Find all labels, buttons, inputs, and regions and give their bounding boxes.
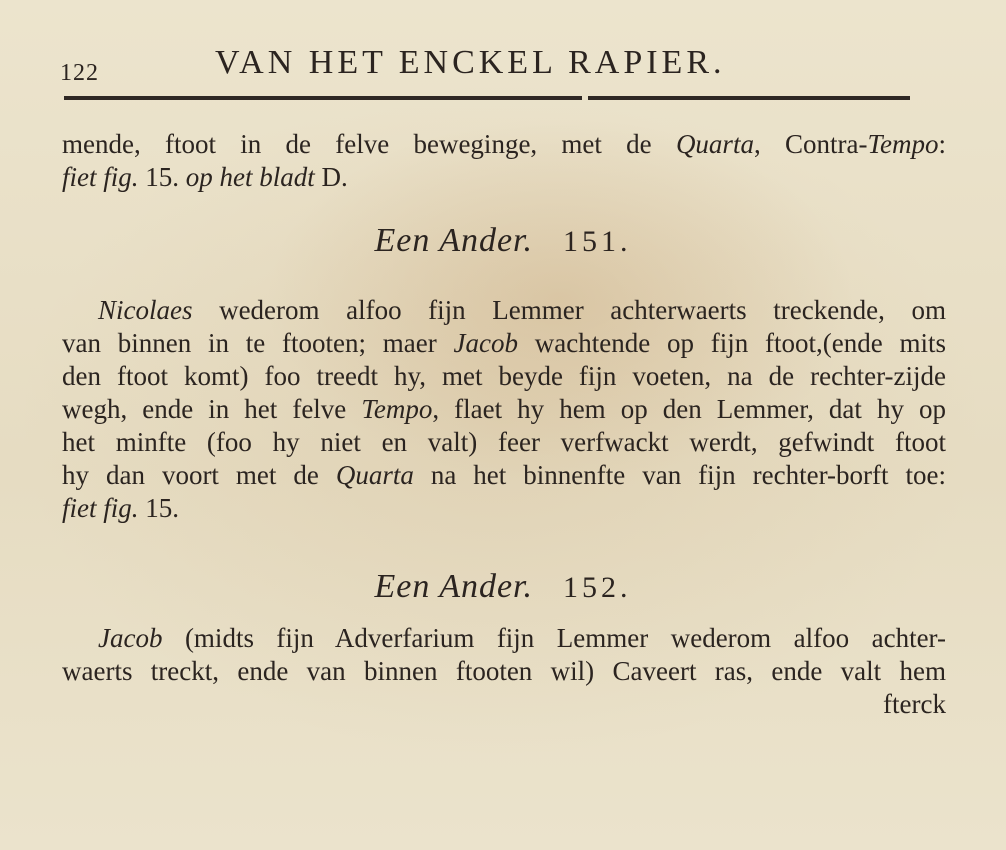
section-title: Een Ander. [374,222,534,259]
paragraph-continuation [62,128,946,194]
text-run: 15. [138,493,179,523]
header-rule-left [64,96,582,100]
italic-run: op het bladt [185,162,315,192]
text-run: van binnen in te ftooten; maer [62,328,454,358]
text-line [62,161,946,194]
text-run: , flaet hy hem op den Lemmer, dat hy op [432,394,946,424]
text-run: wegh, ende in het felve [62,394,362,424]
catchword-line [62,688,946,721]
catchword: fterck [883,689,946,719]
paragraph-151 [62,294,946,525]
paragraph-152 [62,622,946,688]
text-run: waerts treckt, ende van binnen ftooten wil) Caveert ras, ende valt hem [62,656,946,686]
text-run: 15. [138,162,186,192]
section-number: 151. [563,225,632,258]
text-run: wederom alfoo fijn Lemmer achterwaerts treckende, om [192,295,946,325]
text-run: : [938,129,946,159]
text-run: het minfte (foo hy niet en valt) feer verfwackt werdt, gefwindt ftoot [62,427,946,457]
text-run: na het binnenfte van fijn rechter-borft toe: [413,460,946,490]
italic-run: fiet fig. [62,493,139,523]
section-title: Een Ander. [374,568,534,605]
text-line [62,128,946,161]
italic-run: Quarta [675,129,754,159]
text-line [62,655,946,688]
italic-run: Nicolaes [98,295,193,325]
page-number: 122 [60,60,99,86]
text-line [62,622,946,655]
text-run: den ftoot komt) foo treedt hy, met beyde fijn voeten, na de rechter-zijde [62,361,946,391]
text-line [62,459,946,492]
italic-run: Quarta [335,460,414,490]
section-number: 152. [563,571,632,604]
section-heading-151 [0,222,1006,260]
running-title: VAN HET ENCKEL RAPIER. [215,44,726,81]
italic-run: Jacob [98,623,163,653]
italic-run: Tempo [361,394,433,424]
text-run: hy dan voort met de [62,460,336,490]
text-run: , Contra- [753,129,868,159]
text-line [62,393,946,426]
header-rule-right [588,96,910,100]
text-line [62,294,946,327]
text-run: mende, ftoot in de felve beweginge, met de [62,129,676,159]
text-line [62,327,946,360]
italic-run: Tempo [867,129,939,159]
italic-run: fiet fig. [62,162,139,192]
text-line [62,426,946,459]
text-run: wachtende op fijn ftoot,(ende mits [517,328,946,358]
italic-run: Jacob [453,328,518,358]
section-heading-152 [0,568,1006,606]
page-header [0,40,1006,90]
text-line [62,360,946,393]
text-line [62,492,946,525]
text-run: D. [314,162,348,192]
text-run: (midts fijn Adverfarium fijn Lemmer wederom alfoo achter- [162,623,946,653]
